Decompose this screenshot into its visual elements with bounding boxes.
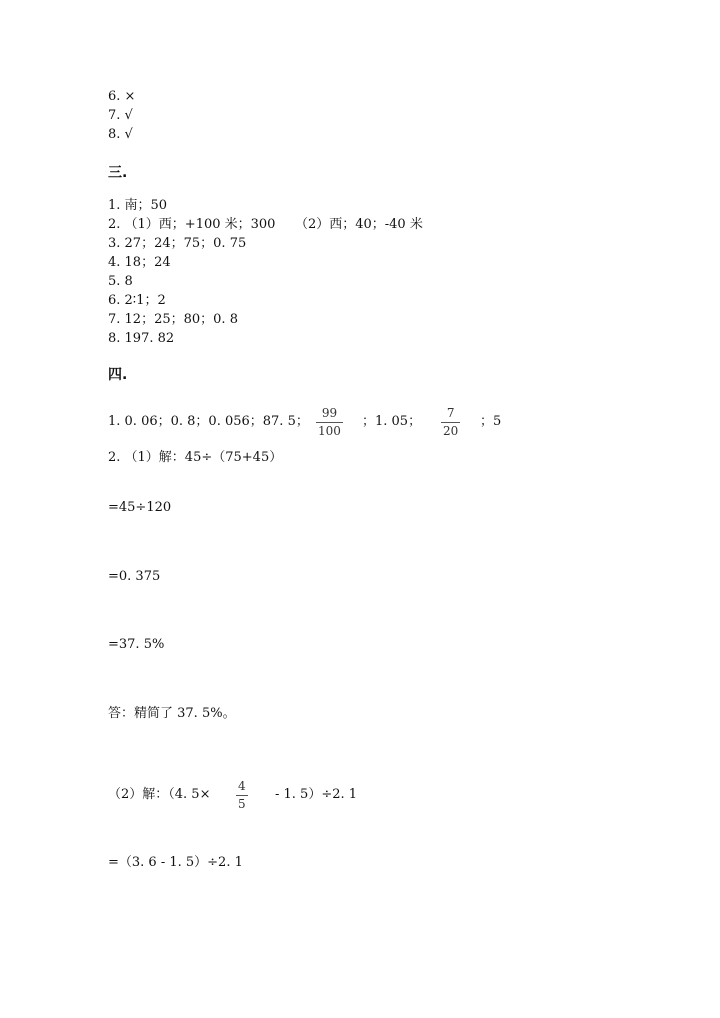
answer-line: 答：精简了 37. 5%。	[108, 706, 236, 721]
answer-line: =0. 375	[108, 569, 161, 584]
section-heading: 三.	[108, 165, 128, 181]
answer-q1-suffix: ；5	[480, 414, 502, 429]
answer-line: 7. √	[108, 108, 133, 123]
answer-line: 5. 8	[108, 274, 133, 289]
answer-line: =45÷120	[108, 500, 172, 515]
fraction-bar	[316, 422, 343, 423]
answer-line: 4. 18；24	[108, 255, 171, 270]
answer-q1-mid: ；1. 05；	[362, 414, 422, 429]
fraction	[316, 406, 343, 438]
fraction-numerator: 4	[238, 779, 246, 793]
answer-line: 6. ×	[108, 89, 136, 104]
fraction	[236, 779, 248, 811]
fraction-numerator: 99	[321, 406, 338, 420]
answer-line: 8. 197. 82	[108, 331, 175, 346]
fraction-bar	[441, 422, 460, 423]
fraction-denominator: 20	[443, 424, 459, 438]
answer-line: 1. 南；50	[108, 198, 168, 213]
fraction-numerator: 7	[446, 406, 455, 420]
answer-line: 2. （1）解：45÷（75+45）	[108, 450, 283, 465]
section-heading: 四.	[108, 367, 128, 383]
answer-line: 8. √	[108, 127, 133, 142]
answer-line: =37. 5%	[108, 637, 165, 652]
answer-sub2-prefix: （2）解：（4. 5×	[108, 787, 211, 802]
fraction-denominator: 100	[318, 424, 341, 438]
answer-line: 6. 2∶1；2	[108, 293, 166, 308]
fraction-bar	[236, 795, 248, 796]
fraction-denominator: 5	[238, 797, 246, 811]
answer-line: 2. （1）西；+100 米；300 （2）西；40；-40 米	[108, 217, 423, 232]
answer-line: 3. 27；24；75；0. 75	[108, 236, 247, 251]
answer-q1-prefix: 1. 0. 06；0. 8；0. 056；87. 5；	[108, 414, 309, 429]
answer-line: 7. 12；25；80；0. 8	[108, 312, 238, 327]
answer-line: =（3. 6 - 1. 5）÷2. 1	[108, 855, 243, 870]
fraction	[441, 406, 460, 438]
answer-sub2-suffix: - 1. 5）÷2. 1	[275, 787, 358, 802]
